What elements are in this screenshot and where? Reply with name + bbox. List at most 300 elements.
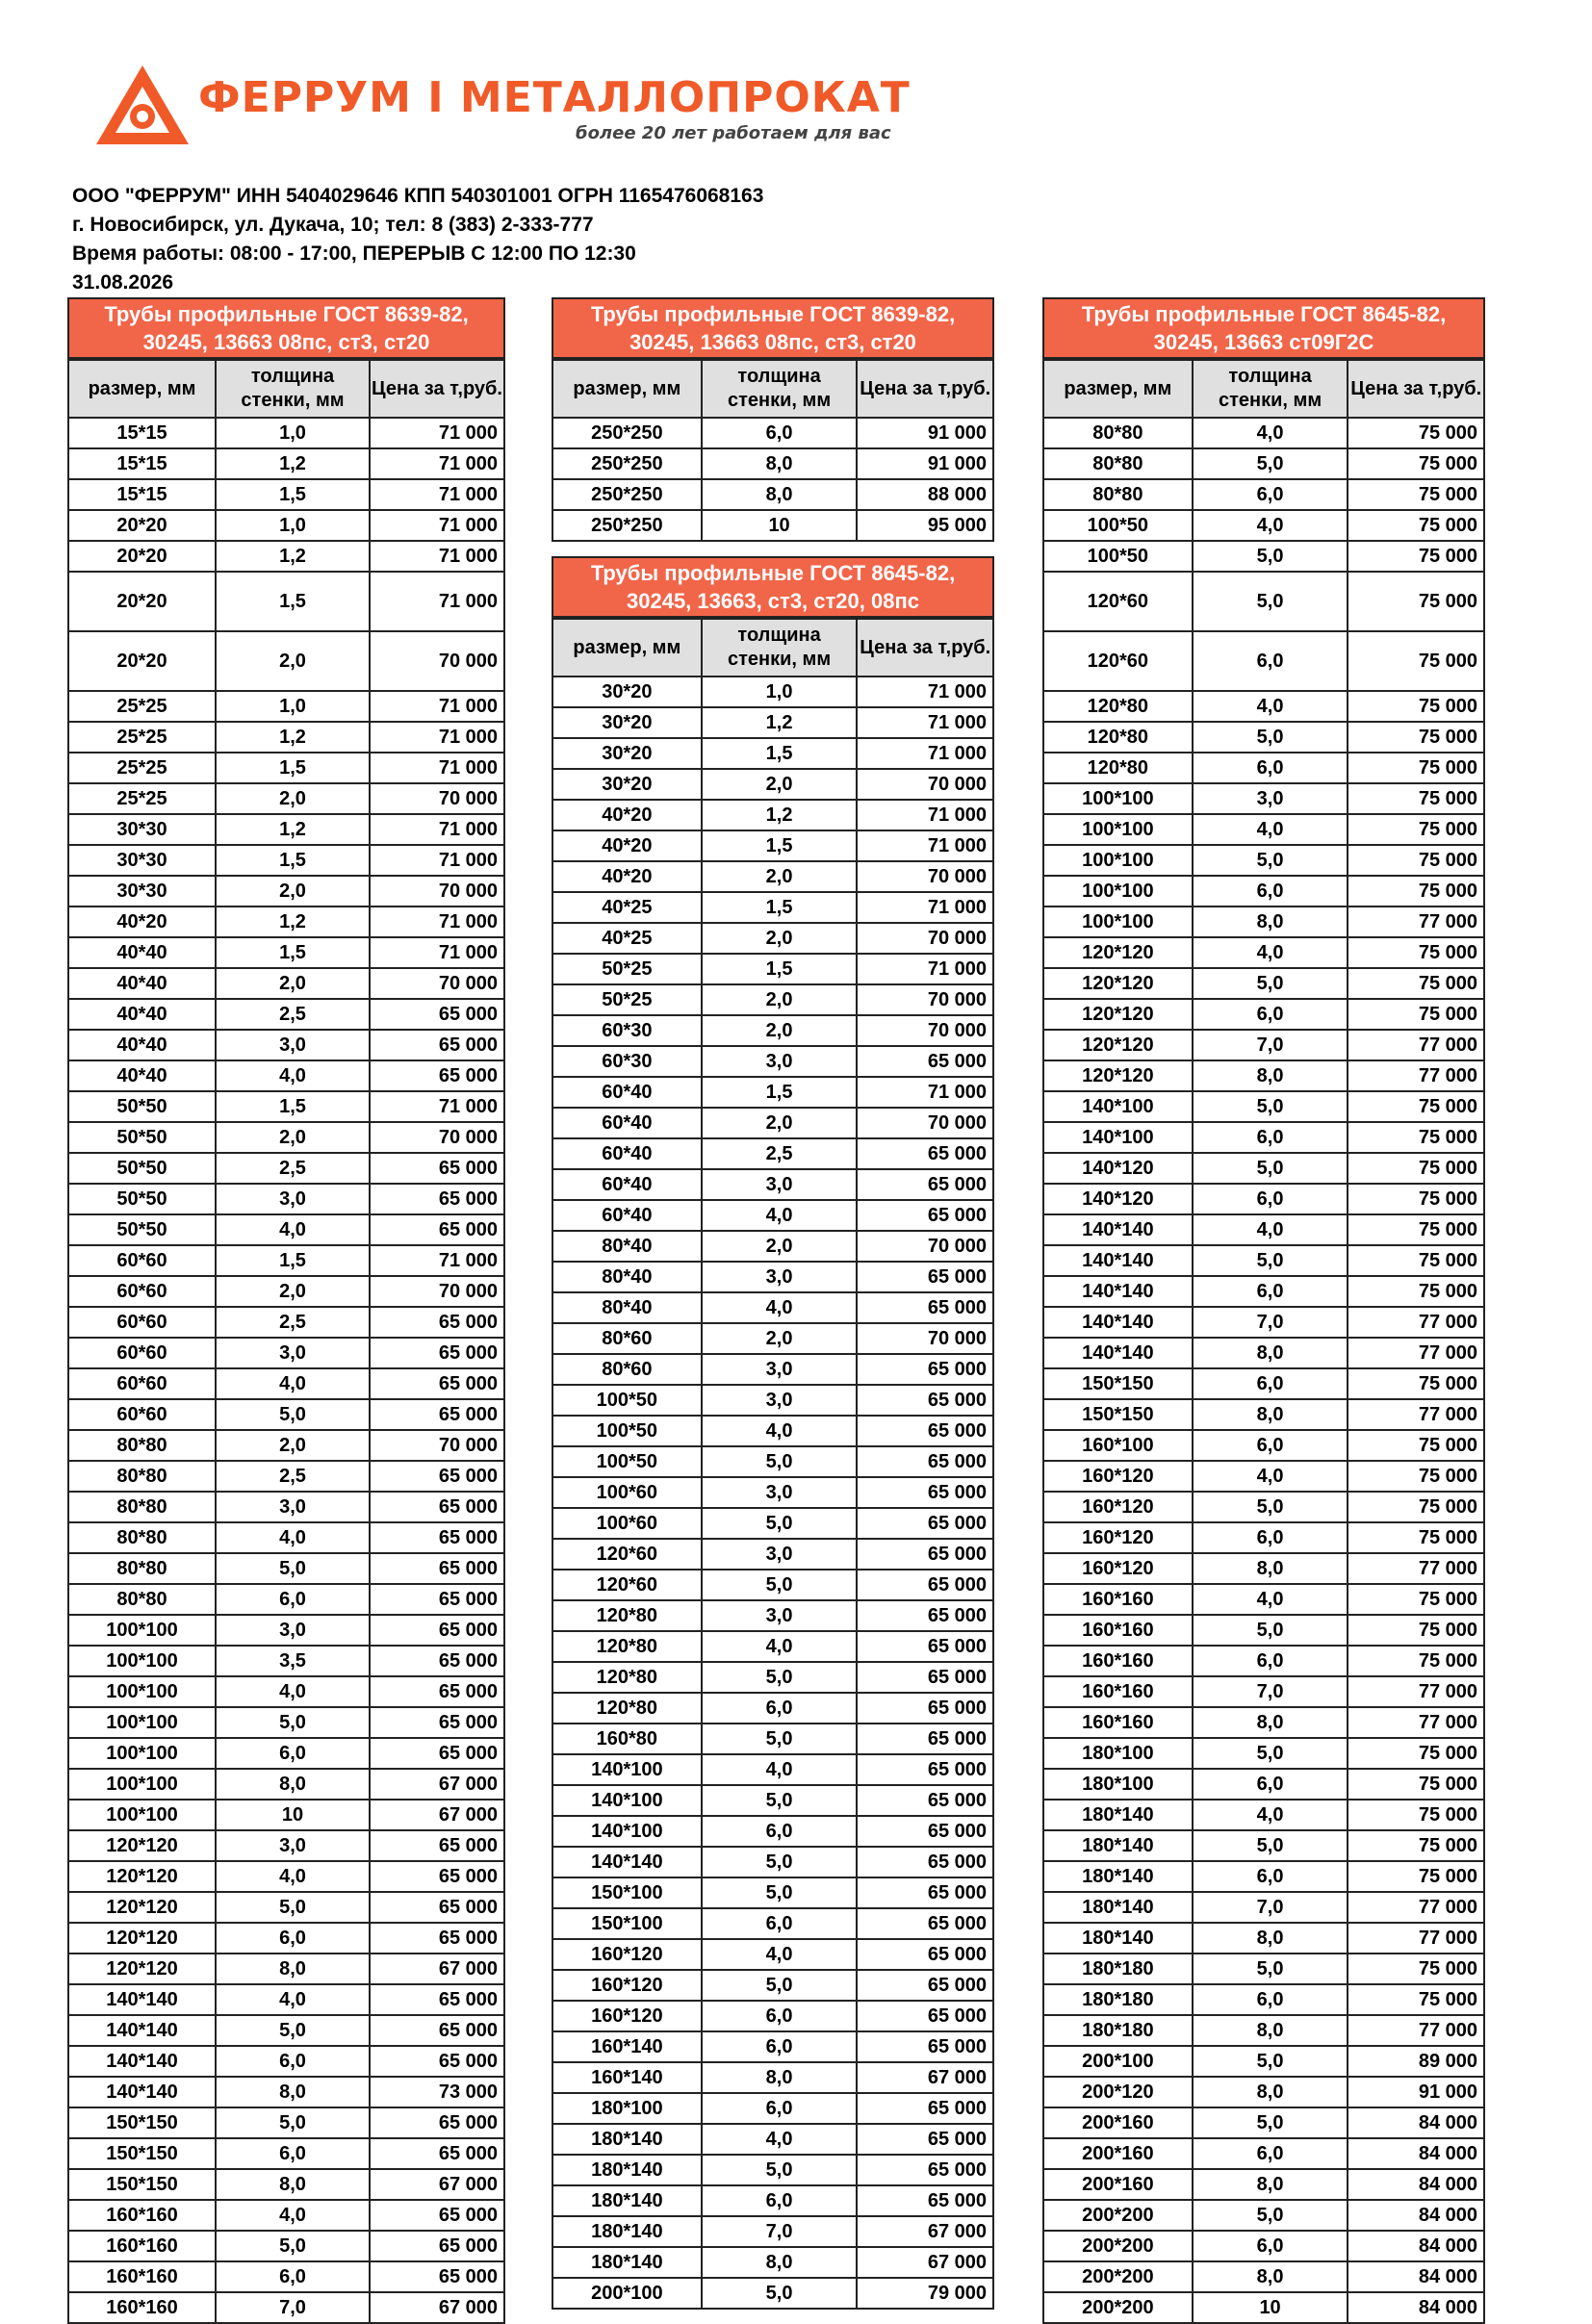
cell-size: 140*140 bbox=[1043, 1338, 1193, 1368]
cell-wall-thickness: 3,0 bbox=[702, 1477, 858, 1508]
cell-wall-thickness: 4,0 bbox=[216, 1861, 370, 1892]
cell-size: 160*100 bbox=[1043, 1430, 1193, 1461]
cell-wall-thickness: 8,0 bbox=[216, 1954, 370, 1984]
cell-price: 65 000 bbox=[370, 1707, 504, 1738]
table-row bbox=[68, 2292, 504, 2323]
cell-size: 80*40 bbox=[552, 1231, 702, 1262]
cell-wall-thickness: 6,0 bbox=[216, 2261, 370, 2292]
cell-price: 65 000 bbox=[857, 1169, 993, 1200]
cell-wall-thickness: 1,2 bbox=[216, 541, 370, 572]
table-row bbox=[68, 1091, 504, 1122]
cell-price: 84 000 bbox=[1348, 2138, 1484, 2169]
cell-size: 50*25 bbox=[552, 954, 702, 984]
cell-price: 89 000 bbox=[1348, 2046, 1484, 2077]
cell-size: 20*20 bbox=[68, 510, 216, 541]
table-row bbox=[552, 1354, 993, 1385]
cell-price: 75 000 bbox=[1348, 1245, 1484, 1276]
cell-price: 70 000 bbox=[370, 783, 504, 814]
cell-wall-thickness: 8,0 bbox=[1193, 1060, 1348, 1091]
table-row bbox=[552, 1970, 993, 2001]
cell-size: 150*100 bbox=[552, 1877, 702, 1908]
cell-size: 200*160 bbox=[1043, 2169, 1193, 2200]
cell-price: 70 000 bbox=[857, 1231, 993, 1262]
table-row bbox=[552, 2185, 993, 2216]
cell-size: 100*100 bbox=[68, 1800, 216, 1830]
table-row bbox=[1043, 1430, 1484, 1461]
table-row bbox=[552, 1877, 993, 1908]
cell-wall-thickness: 5,0 bbox=[702, 2155, 858, 2185]
cell-wall-thickness: 2,5 bbox=[216, 1461, 370, 1492]
cell-size: 160*120 bbox=[552, 1970, 702, 2001]
cell-wall-thickness: 5,0 bbox=[1193, 1954, 1348, 1984]
cell-wall-thickness: 5,0 bbox=[1193, 1830, 1348, 1861]
cell-price: 75 000 bbox=[1348, 1522, 1484, 1553]
table-row bbox=[552, 769, 993, 800]
cell-price: 75 000 bbox=[1348, 876, 1484, 907]
table-row bbox=[68, 1060, 504, 1091]
cell-size: 20*20 bbox=[68, 541, 216, 572]
cell-price: 65 000 bbox=[370, 1060, 504, 1091]
cell-wall-thickness: 5,0 bbox=[216, 2015, 370, 2046]
cell-price: 65 000 bbox=[370, 1830, 504, 1861]
table-row bbox=[1043, 2169, 1484, 2200]
cell-price: 77 000 bbox=[1348, 2015, 1484, 2046]
cell-price: 65 000 bbox=[857, 1939, 993, 1970]
cell-price: 65 000 bbox=[370, 1214, 504, 1245]
table-row bbox=[552, 1046, 993, 1077]
cell-size: 15*15 bbox=[68, 418, 216, 448]
table-row bbox=[1043, 999, 1484, 1030]
table-row bbox=[68, 783, 504, 814]
cell-price: 75 000 bbox=[1348, 937, 1484, 968]
cell-size: 140*140 bbox=[68, 1984, 216, 2015]
cell-wall-thickness: 2,0 bbox=[702, 769, 858, 800]
cell-price: 65 000 bbox=[857, 1385, 993, 1416]
cell-wall-thickness: 8,0 bbox=[1193, 1399, 1348, 1430]
table-row bbox=[68, 1276, 504, 1307]
cell-wall-thickness: 5,0 bbox=[1193, 1153, 1348, 1184]
price-table bbox=[552, 618, 994, 2310]
table-row bbox=[1043, 1276, 1484, 1307]
table-row bbox=[552, 1539, 993, 1570]
cell-price: 65 000 bbox=[857, 1631, 993, 1662]
cell-size: 80*80 bbox=[68, 1492, 216, 1522]
cell-size: 140*140 bbox=[1043, 1245, 1193, 1276]
table-row bbox=[68, 2077, 504, 2107]
cell-wall-thickness: 2,0 bbox=[216, 783, 370, 814]
cell-price: 84 000 bbox=[1348, 2169, 1484, 2200]
cell-wall-thickness: 5,0 bbox=[1193, 541, 1348, 572]
cell-price: 75 000 bbox=[1348, 1646, 1484, 1676]
cell-size: 180*180 bbox=[1043, 2015, 1193, 2046]
table-row bbox=[1043, 2292, 1484, 2323]
cell-wall-thickness: 4,0 bbox=[1193, 1214, 1348, 1245]
table-row bbox=[552, 1724, 993, 1754]
cell-price: 71 000 bbox=[370, 753, 504, 783]
cell-price: 70 000 bbox=[857, 1323, 993, 1354]
cell-wall-thickness: 4,0 bbox=[702, 1939, 858, 1970]
cell-wall-thickness: 8,0 bbox=[1193, 907, 1348, 937]
cell-price: 65 000 bbox=[857, 1600, 993, 1631]
table-row bbox=[68, 479, 504, 510]
cell-size: 50*50 bbox=[68, 1153, 216, 1184]
cell-wall-thickness: 5,0 bbox=[1193, 845, 1348, 876]
cell-size: 140*140 bbox=[1043, 1307, 1193, 1338]
cell-price: 65 000 bbox=[857, 2124, 993, 2155]
cell-price: 75 000 bbox=[1348, 631, 1484, 691]
table-row bbox=[68, 2231, 504, 2261]
cell-price: 75 000 bbox=[1348, 1738, 1484, 1769]
cell-wall-thickness: 7,0 bbox=[1193, 1676, 1348, 1707]
table-row bbox=[1043, 814, 1484, 845]
cell-wall-thickness: 4,0 bbox=[702, 1416, 858, 1446]
table-row bbox=[68, 1214, 504, 1245]
table-row bbox=[552, 2155, 993, 2185]
cell-size: 140*120 bbox=[1043, 1153, 1193, 1184]
cell-size: 180*100 bbox=[552, 2093, 702, 2124]
cell-size: 160*160 bbox=[68, 2231, 216, 2261]
cell-wall-thickness: 2,0 bbox=[216, 876, 370, 907]
cell-price: 84 000 bbox=[1348, 2292, 1484, 2323]
cell-size: 120*120 bbox=[1043, 968, 1193, 999]
cell-wall-thickness: 4,0 bbox=[216, 2200, 370, 2231]
cell-size: 25*25 bbox=[68, 753, 216, 783]
cell-size: 180*140 bbox=[1043, 1923, 1193, 1954]
cell-size: 120*60 bbox=[552, 1570, 702, 1600]
cell-size: 180*140 bbox=[552, 2155, 702, 2185]
table-row bbox=[552, 1323, 993, 1354]
cell-price: 71 000 bbox=[857, 738, 993, 769]
table-row bbox=[1043, 1184, 1484, 1214]
cell-price: 75 000 bbox=[1348, 753, 1484, 783]
cell-wall-thickness: 2,5 bbox=[216, 1307, 370, 1338]
cell-price: 65 000 bbox=[370, 2046, 504, 2077]
cell-price: 71 000 bbox=[370, 1245, 504, 1276]
price-table-gost-8639-small bbox=[67, 297, 505, 2324]
cell-wall-thickness: 6,0 bbox=[1193, 1646, 1348, 1676]
cell-wall-thickness: 4,0 bbox=[1193, 510, 1348, 541]
cell-size: 160*120 bbox=[1043, 1522, 1193, 1553]
table-row bbox=[68, 541, 504, 572]
cell-wall-thickness: 1,5 bbox=[216, 479, 370, 510]
cell-size: 150*150 bbox=[68, 2138, 216, 2169]
cell-size: 180*100 bbox=[1043, 1769, 1193, 1800]
table-row bbox=[1043, 1307, 1484, 1338]
cell-price: 65 000 bbox=[370, 1738, 504, 1769]
cell-price: 77 000 bbox=[1348, 1060, 1484, 1091]
table-row bbox=[68, 1738, 504, 1769]
cell-wall-thickness: 5,0 bbox=[1193, 448, 1348, 479]
cell-price: 70 000 bbox=[370, 876, 504, 907]
cell-price: 70 000 bbox=[370, 631, 504, 691]
table-title-line2: 30245, 13663, ст3, ст20, 08пс bbox=[627, 589, 919, 613]
cell-price: 75 000 bbox=[1348, 1276, 1484, 1307]
table-row bbox=[552, 1446, 993, 1477]
column-header-wall: толщина стенки, мм bbox=[702, 619, 858, 677]
table-row bbox=[68, 1769, 504, 1800]
cell-price: 65 000 bbox=[857, 1847, 993, 1877]
cell-price: 75 000 bbox=[1348, 691, 1484, 722]
cell-price: 65 000 bbox=[857, 1539, 993, 1570]
cell-wall-thickness: 5,0 bbox=[702, 1970, 858, 2001]
cell-wall-thickness: 1,2 bbox=[216, 722, 370, 753]
cell-wall-thickness: 6,0 bbox=[216, 1584, 370, 1615]
cell-size: 100*100 bbox=[68, 1707, 216, 1738]
cell-price: 65 000 bbox=[370, 1676, 504, 1707]
cell-wall-thickness: 6,0 bbox=[1193, 876, 1348, 907]
cell-size: 100*100 bbox=[68, 1676, 216, 1707]
cell-size: 180*140 bbox=[1043, 1800, 1193, 1830]
cell-size: 30*20 bbox=[552, 677, 702, 707]
table-row bbox=[552, 1939, 993, 1970]
cell-price: 71 000 bbox=[857, 954, 993, 984]
table-row bbox=[1043, 2077, 1484, 2107]
cell-wall-thickness: 5,0 bbox=[1193, 722, 1348, 753]
cell-wall-thickness: 4,0 bbox=[1193, 418, 1348, 448]
cell-size: 100*50 bbox=[1043, 541, 1193, 572]
cell-size: 200*200 bbox=[1043, 2200, 1193, 2231]
table-row bbox=[552, 1631, 993, 1662]
cell-price: 75 000 bbox=[1348, 1091, 1484, 1122]
cell-wall-thickness: 8,0 bbox=[1193, 2169, 1348, 2200]
cell-size: 200*100 bbox=[1043, 2046, 1193, 2077]
cell-price: 75 000 bbox=[1348, 1461, 1484, 1492]
table-row bbox=[68, 1830, 504, 1861]
cell-wall-thickness: 8,0 bbox=[1193, 1923, 1348, 1954]
cell-price: 70 000 bbox=[370, 1430, 504, 1461]
cell-price: 77 000 bbox=[1348, 1676, 1484, 1707]
cell-wall-thickness: 6,0 bbox=[1193, 1984, 1348, 2015]
cell-size: 120*80 bbox=[552, 1600, 702, 1631]
cell-size: 200*200 bbox=[1043, 2231, 1193, 2261]
cell-price: 75 000 bbox=[1348, 479, 1484, 510]
cell-size: 120*120 bbox=[1043, 1030, 1193, 1060]
table-row bbox=[68, 1307, 504, 1338]
cell-price: 67 000 bbox=[370, 2169, 504, 2200]
table-row bbox=[1043, 1923, 1484, 1954]
cell-size: 160*160 bbox=[68, 2200, 216, 2231]
triangle-logo-icon bbox=[94, 64, 191, 146]
cell-wall-thickness: 6,0 bbox=[702, 1693, 858, 1724]
cell-wall-thickness: 6,0 bbox=[702, 2093, 858, 2124]
cell-size: 100*100 bbox=[1043, 783, 1193, 814]
cell-size: 40*25 bbox=[552, 892, 702, 923]
cell-wall-thickness: 6,0 bbox=[702, 2001, 858, 2031]
column-header-price: Цена за т,руб. bbox=[370, 360, 504, 418]
cell-wall-thickness: 2,5 bbox=[216, 999, 370, 1030]
cell-wall-thickness: 4,0 bbox=[216, 1214, 370, 1245]
cell-wall-thickness: 6,0 bbox=[1193, 1184, 1348, 1214]
table-row bbox=[552, 1754, 993, 1785]
cell-wall-thickness: 7,0 bbox=[1193, 1892, 1348, 1923]
cell-wall-thickness: 1,5 bbox=[702, 738, 858, 769]
cell-wall-thickness: 2,0 bbox=[702, 923, 858, 954]
cell-wall-thickness: 1,2 bbox=[216, 907, 370, 937]
cell-wall-thickness: 3,0 bbox=[702, 1262, 858, 1292]
cell-size: 120*80 bbox=[552, 1693, 702, 1724]
table-row bbox=[1043, 1646, 1484, 1676]
cell-wall-thickness: 4,0 bbox=[1193, 1800, 1348, 1830]
cell-wall-thickness: 5,0 bbox=[216, 1553, 370, 1584]
cell-size: 160*160 bbox=[1043, 1615, 1193, 1646]
table-row bbox=[552, 1570, 993, 1600]
column-header-size: размер, мм bbox=[1043, 360, 1193, 418]
working-hours: Время работы: 08:00 - 17:00, ПЕРЕРЫВ С 12:00 ПО 12:30 bbox=[72, 243, 636, 265]
cell-wall-thickness: 8,0 bbox=[216, 2169, 370, 2200]
cell-size: 80*80 bbox=[68, 1584, 216, 1615]
table-row bbox=[552, 1477, 993, 1508]
cell-size: 40*40 bbox=[68, 968, 216, 999]
cell-wall-thickness: 5,0 bbox=[702, 1570, 858, 1600]
table-row bbox=[552, 2247, 993, 2278]
cell-wall-thickness: 4,0 bbox=[216, 1522, 370, 1553]
table-row bbox=[552, 1077, 993, 1108]
cell-size: 20*20 bbox=[68, 572, 216, 631]
cell-size: 100*100 bbox=[68, 1738, 216, 1769]
table-row bbox=[1043, 1769, 1484, 1800]
cell-wall-thickness: 2,0 bbox=[216, 1122, 370, 1153]
cell-size: 180*140 bbox=[1043, 1830, 1193, 1861]
table-row bbox=[68, 1122, 504, 1153]
cell-wall-thickness: 3,0 bbox=[702, 1169, 858, 1200]
cell-price: 77 000 bbox=[1348, 1030, 1484, 1060]
table-row bbox=[68, 2138, 504, 2169]
table-row bbox=[552, 1847, 993, 1877]
table-row bbox=[68, 1615, 504, 1646]
cell-price: 65 000 bbox=[857, 1446, 993, 1477]
cell-wall-thickness: 5,0 bbox=[216, 2231, 370, 2261]
table-row bbox=[552, 954, 993, 984]
cell-wall-thickness: 5,0 bbox=[702, 1662, 858, 1693]
cell-size: 60*40 bbox=[552, 1200, 702, 1231]
table-row bbox=[1043, 448, 1484, 479]
cell-wall-thickness: 5,0 bbox=[1193, 968, 1348, 999]
cell-size: 40*40 bbox=[68, 937, 216, 968]
cell-size: 15*15 bbox=[68, 479, 216, 510]
cell-price: 91 000 bbox=[857, 418, 993, 448]
cell-size: 50*50 bbox=[68, 1184, 216, 1214]
cell-size: 60*60 bbox=[68, 1245, 216, 1276]
table-row bbox=[552, 2216, 993, 2247]
cell-wall-thickness: 1,0 bbox=[216, 418, 370, 448]
cell-price: 65 000 bbox=[857, 1908, 993, 1939]
cell-wall-thickness: 1,5 bbox=[702, 954, 858, 984]
price-table bbox=[552, 359, 994, 542]
table-row bbox=[1043, 1800, 1484, 1830]
table-row bbox=[68, 2015, 504, 2046]
cell-wall-thickness: 1,5 bbox=[702, 830, 858, 861]
cell-size: 30*30 bbox=[68, 876, 216, 907]
cell-size: 180*140 bbox=[1043, 1861, 1193, 1892]
cell-price: 84 000 bbox=[1348, 2107, 1484, 2138]
table-row bbox=[1043, 968, 1484, 999]
table-row bbox=[1043, 1122, 1484, 1153]
cell-wall-thickness: 8,0 bbox=[702, 2247, 858, 2278]
table-title-line2: 30245, 13663 ст09Г2С bbox=[1153, 330, 1374, 354]
cell-size: 140*140 bbox=[68, 2077, 216, 2107]
cell-wall-thickness: 5,0 bbox=[1193, 2200, 1348, 2231]
cell-size: 60*40 bbox=[552, 1169, 702, 1200]
cell-price: 71 000 bbox=[370, 814, 504, 845]
company-info bbox=[72, 182, 763, 297]
cell-wall-thickness: 8,0 bbox=[1193, 2261, 1348, 2292]
table-row bbox=[1043, 907, 1484, 937]
table-row bbox=[1043, 2200, 1484, 2231]
table-row bbox=[68, 1492, 504, 1522]
cell-size: 100*60 bbox=[552, 1508, 702, 1539]
cell-wall-thickness: 4,0 bbox=[702, 1631, 858, 1662]
table-title-line1: Трубы профильные ГОСТ 8639-82, bbox=[104, 302, 469, 326]
cell-size: 30*20 bbox=[552, 769, 702, 800]
cell-wall-thickness: 6,0 bbox=[1193, 1769, 1348, 1800]
cell-size: 40*40 bbox=[68, 1060, 216, 1091]
cell-wall-thickness: 5,0 bbox=[1193, 1492, 1348, 1522]
cell-wall-thickness: 5,0 bbox=[216, 2107, 370, 2138]
cell-wall-thickness: 4,0 bbox=[1193, 1584, 1348, 1615]
table-row bbox=[68, 1861, 504, 1892]
cell-size: 200*160 bbox=[1043, 2138, 1193, 2169]
cell-price: 65 000 bbox=[857, 1046, 993, 1077]
table-title-line1: Трубы профильные ГОСТ 8645-82, bbox=[590, 561, 956, 585]
cell-size: 30*30 bbox=[68, 845, 216, 876]
cell-size: 120*120 bbox=[68, 1954, 216, 1984]
cell-wall-thickness: 3,0 bbox=[1193, 783, 1348, 814]
cell-size: 60*40 bbox=[552, 1077, 702, 1108]
cell-wall-thickness: 10 bbox=[1193, 2292, 1348, 2323]
table-row bbox=[68, 448, 504, 479]
table-title-line1: Трубы профильные ГОСТ 8645-82, bbox=[1081, 302, 1447, 326]
cell-price: 79 000 bbox=[857, 2278, 993, 2309]
cell-size: 60*60 bbox=[68, 1399, 216, 1430]
cell-price: 77 000 bbox=[1348, 1307, 1484, 1338]
table-row bbox=[1043, 1492, 1484, 1522]
cell-price: 75 000 bbox=[1348, 999, 1484, 1030]
table-row bbox=[1043, 722, 1484, 753]
cell-price: 77 000 bbox=[1348, 1923, 1484, 1954]
cell-size: 250*250 bbox=[552, 418, 702, 448]
cell-price: 71 000 bbox=[370, 937, 504, 968]
table-row bbox=[68, 418, 504, 448]
cell-price: 65 000 bbox=[370, 1307, 504, 1338]
cell-price: 65 000 bbox=[370, 1584, 504, 1615]
table-row bbox=[1043, 1553, 1484, 1584]
table-row bbox=[68, 1984, 504, 2015]
cell-price: 75 000 bbox=[1348, 1615, 1484, 1646]
cell-size: 120*120 bbox=[1043, 1060, 1193, 1091]
cell-price: 65 000 bbox=[370, 1522, 504, 1553]
cell-wall-thickness: 5,0 bbox=[1193, 1615, 1348, 1646]
table-row bbox=[1043, 1030, 1484, 1060]
table-row bbox=[552, 984, 993, 1015]
cell-size: 120*120 bbox=[1043, 937, 1193, 968]
cell-size: 160*120 bbox=[1043, 1492, 1193, 1522]
cell-price: 91 000 bbox=[857, 448, 993, 479]
cell-wall-thickness: 6,0 bbox=[702, 2185, 858, 2216]
cell-wall-thickness: 1,2 bbox=[216, 448, 370, 479]
cell-price: 70 000 bbox=[370, 1276, 504, 1307]
table-row bbox=[552, 418, 993, 448]
cell-wall-thickness: 1,2 bbox=[216, 814, 370, 845]
cell-wall-thickness: 5,0 bbox=[1193, 1245, 1348, 1276]
cell-size: 80*80 bbox=[68, 1461, 216, 1492]
cell-wall-thickness: 4,0 bbox=[1193, 937, 1348, 968]
cell-size: 100*100 bbox=[68, 1769, 216, 1800]
cell-price: 75 000 bbox=[1348, 1769, 1484, 1800]
cell-size: 150*150 bbox=[1043, 1399, 1193, 1430]
cell-size: 160*120 bbox=[552, 1939, 702, 1970]
cell-size: 120*60 bbox=[1043, 572, 1193, 631]
cell-size: 250*250 bbox=[552, 510, 702, 541]
